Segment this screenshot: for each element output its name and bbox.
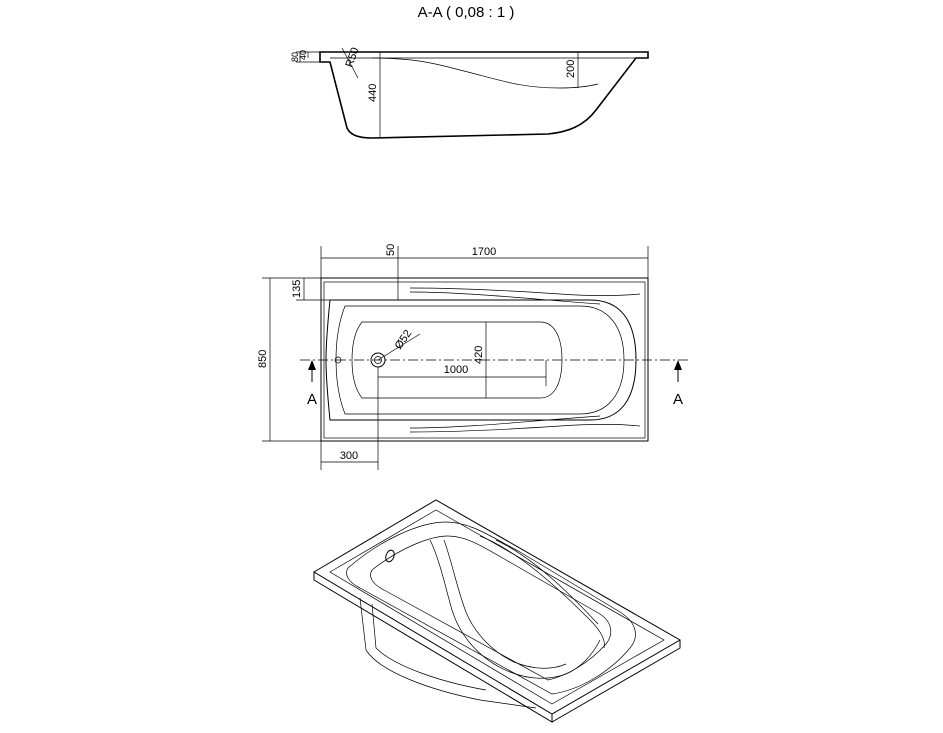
plan-view bbox=[257, 244, 688, 470]
iso-foot-well bbox=[430, 540, 600, 678]
iso-side-skirt bbox=[360, 598, 536, 708]
dim-200: 200 bbox=[565, 59, 577, 78]
dim-1000: 1000 bbox=[443, 364, 469, 376]
dim-300: 300 bbox=[339, 450, 359, 462]
dim-135: 135 bbox=[291, 279, 303, 298]
isometric-view bbox=[314, 500, 680, 722]
section-title: A-A ( 0,08 : 1 ) bbox=[417, 4, 515, 21]
dim-420: 420 bbox=[473, 345, 485, 364]
dim-80: 80 bbox=[290, 51, 300, 62]
iso-rim-outer bbox=[314, 500, 680, 714]
iso-basin-inner bbox=[371, 536, 611, 680]
dim-d52: Ø52 bbox=[392, 327, 415, 352]
dim-50: 50 bbox=[385, 243, 397, 256]
section-mark-right: A bbox=[672, 391, 684, 408]
iso-bath-opening bbox=[347, 522, 636, 694]
dim-850: 850 bbox=[257, 349, 269, 368]
iso-rim-lower bbox=[314, 572, 680, 722]
dim-r50: R50 bbox=[343, 45, 362, 70]
section-view bbox=[290, 46, 648, 138]
section-mark-left: A bbox=[306, 391, 318, 408]
iso-armrest bbox=[480, 536, 604, 648]
section-arrow-left-head bbox=[308, 360, 316, 370]
dim-40: 40 bbox=[298, 49, 308, 60]
dim-440: 440 bbox=[367, 83, 379, 102]
section-arrow-right-head bbox=[674, 360, 682, 370]
iso-overflow-hole bbox=[384, 549, 396, 563]
dim-1700: 1700 bbox=[471, 246, 497, 258]
